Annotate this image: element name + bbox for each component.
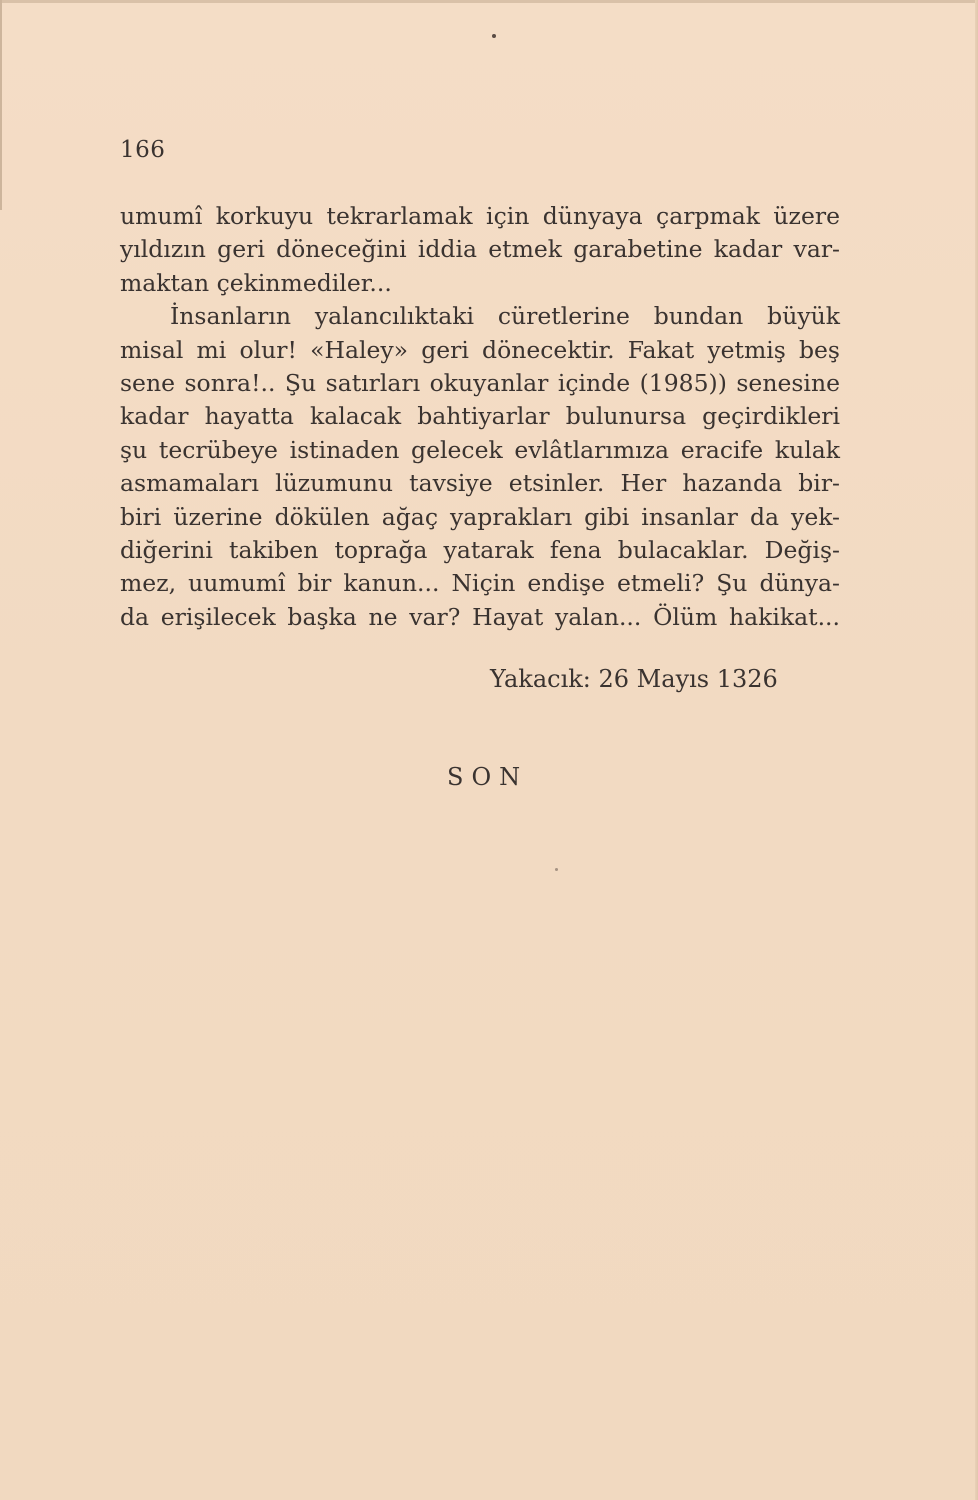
page-number: 166 (120, 137, 166, 163)
ink-speck (492, 34, 496, 38)
text-line: mez, uumumî bir kanun... Niçin endişe etmeli? Şu dünya- (120, 569, 840, 598)
text-line: yıldızın geri döneceğini iddia etmek garabetine kadar var- (120, 235, 840, 264)
body-paragraph (120, 200, 840, 634)
text-line: da erişilecek başka ne var? Hayat yalan... Ölüm hakikat... (120, 602, 840, 631)
ink-speck (555, 868, 558, 871)
place-date-signature: Yakacık: 26 Mayıs 1326 (490, 665, 778, 693)
page-left-edge (0, 0, 2, 210)
text-line: asmamaları lüzumunu tavsiye etsinler. Her hazanda bir- (120, 469, 840, 498)
text-line: biri üzerine dökülen ağaç yaprakları gibi insanlar da yek- (120, 502, 840, 531)
text-line: diğerini takiben toprağa yatarak fena bulacaklar. Değiş- (120, 535, 840, 564)
end-mark: SON (447, 763, 529, 791)
text-line: şu tecrübeye istinaden gelecek evlâtlarımıza eracife kulak (120, 435, 840, 464)
text-line: sene sonra!.. Şu satırları okuyanlar içinde (1985)) senesine (120, 368, 840, 397)
text-line: maktan çekinmediler... (120, 268, 392, 297)
page-top-edge (0, 0, 978, 3)
text-line: İnsanların yalancılıktaki cüretlerine bundan büyük (170, 302, 840, 331)
text-line: kadar hayatta kalacak bahtiyarlar bulunursa geçirdikleri (120, 402, 840, 431)
text-line: umumî korkuyu tekrarlamak için dünyaya çarpmak üzere (120, 202, 840, 230)
text-line: misal mi olur! «Haley» geri dönecektir. Fakat yetmiş beş (120, 335, 840, 364)
